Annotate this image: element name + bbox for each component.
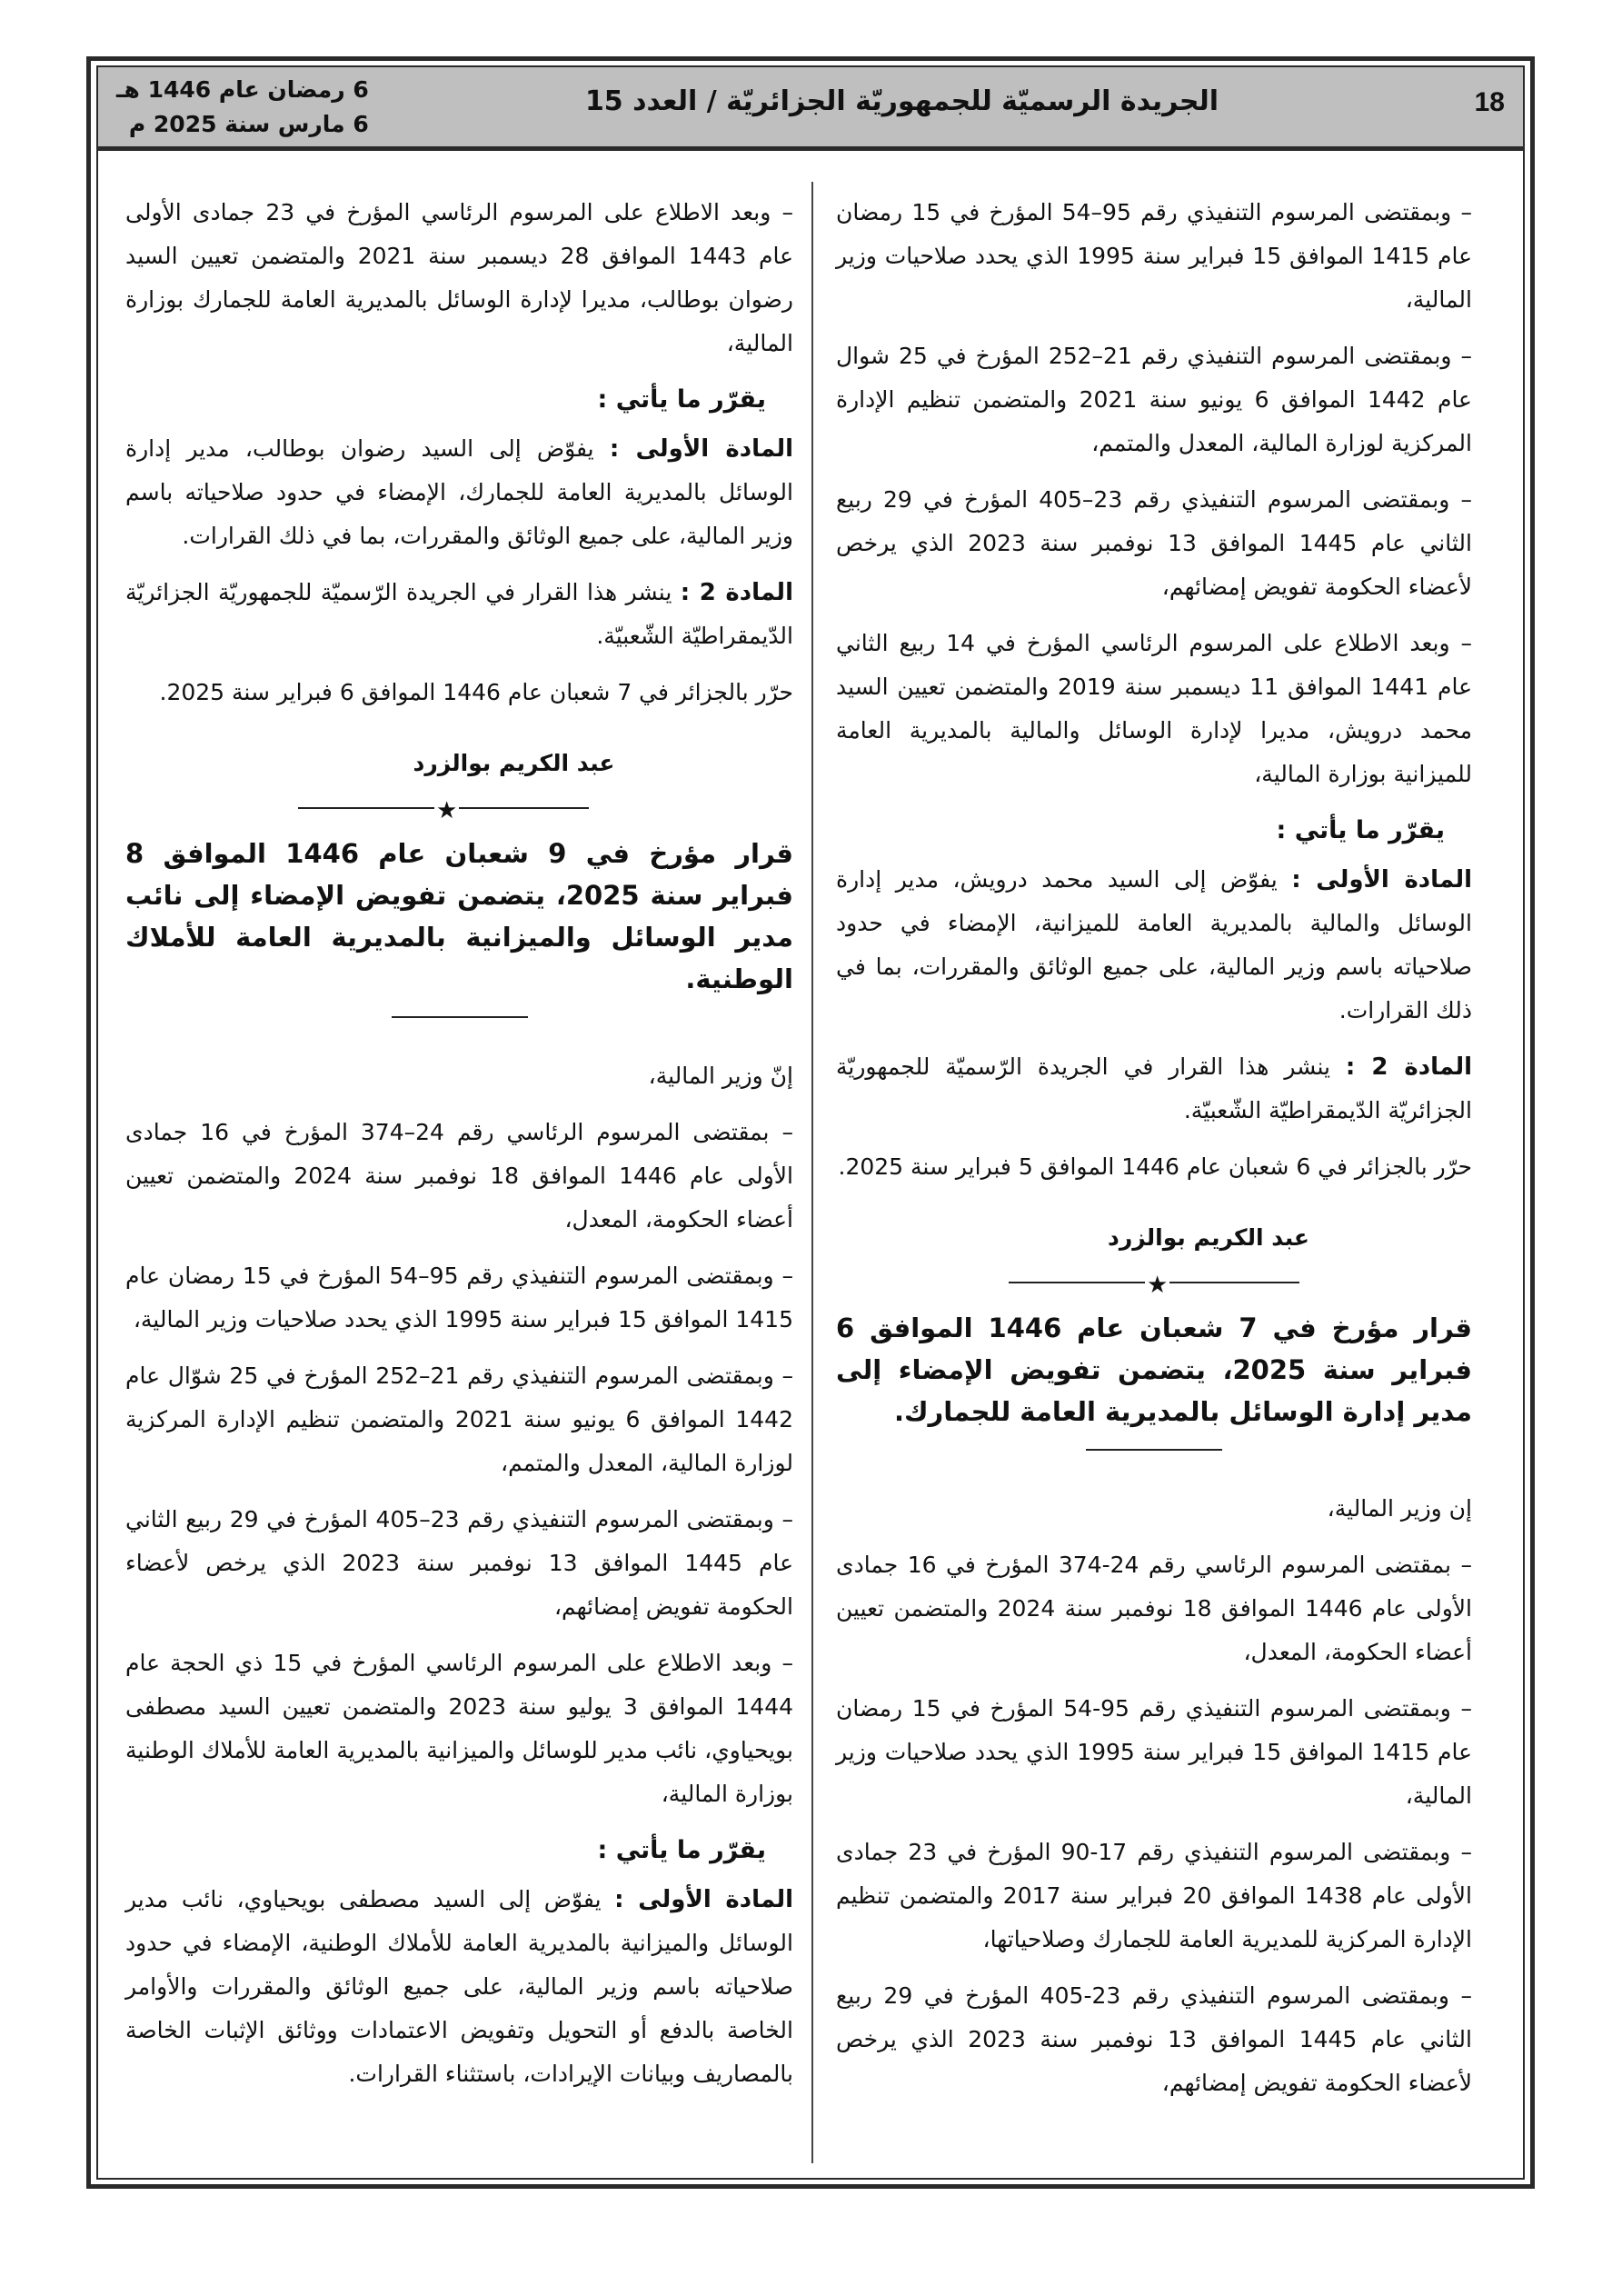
article-label: المادة 2 :	[680, 579, 793, 606]
decree-title: قرار مؤرخ في 9 شعبان عام 1446 الموافق 8 فبراير سنة 2025، يتضمن تفويض الإمضاء إلى نائب مدير الوسائل والميزانية بالمديرية العامة للأملاك الوطنية.	[125, 838, 794, 994]
decision-heading: يقرّر ما يأتي :	[597, 385, 766, 414]
paragraph: – وبعد الاطلاع على المرسوم الرئاسي المؤرخ في 23 جمادى الأولى عام 1443 الموافق 28 ديسمبر سنة 2021 والمتضمن تعيين السيد رضوان بوطالب، مديرا لإدارة الوسائل بالمديرية العامة للجمارك بوزارة المالية،	[125, 199, 794, 356]
article	[836, 1045, 1472, 1133]
article-text: يفوّض إلى السيد محمد درويش، مدير إدارة الوسائل والمالية بالمديرية العامة للميزانية، الإمضاء في حدود صلاحياته باسم وزير المالية، على جميع الوثائق والمقررات، بما في ذلك القرارات.	[836, 866, 1472, 1023]
paragraph: حرّر بالجزائر في 7 شعبان عام 1446 الموافق 6 فبراير سنة 2025.	[159, 679, 793, 705]
column-divider	[811, 182, 813, 2163]
right-column	[836, 191, 1472, 2118]
journal-title: الجريدة الرسميّة للجمهوريّة الجزائريّة / العدد 15	[584, 85, 1219, 117]
paragraph: – وبمقتضى المرسوم التنفيذي رقم 23–405 المؤرخ في 29 ربيع الثاني عام 1445 الموافق 13 نوفمبر سنة 2023 الذي يرخص لأعضاء الحكومة تفويض إمضائهم،	[836, 486, 1472, 600]
article	[836, 858, 1472, 1033]
paragraph: – وبعد الاطلاع على المرسوم الرئاسي المؤرخ في 15 ذي الحجة عام 1444 الموافق 3 يوليو سنة 2023 والمتضمن تعيين السيد مصطفى بويحياوي، نائب مدير للوسائل والميزانية بالمديرية العامة للأملاك الوطنية بوزارة المالية،	[125, 1650, 794, 1807]
decision-heading: يقرّر ما يأتي :	[597, 1836, 766, 1864]
paragraph: – بمقتضى المرسوم الرئاسي رقم 24–374 المؤرخ في 16 جمادى الأولى عام 1446 الموافق 18 نوفمبر سنة 2024 والمتضمن تعيين أعضاء الحكومة، المعدل،	[125, 1119, 793, 1233]
issue-date	[116, 73, 369, 142]
article-text: يفوّض إلى السيد مصطفى بويحياوي، نائب مدير الوسائل والميزانية بالمديرية العامة للأملاك الوطنية، الإمضاء في حدود صلاحياته باسم وزير المالية، على جميع الوثائق والمقررات والأوامر الخاصة بالدفع أو التحويل وتفويض الاعتمادات ووثائق الإثبات الخاصة بالمصاريف وبيانات الإيرادات، باستثناء القرارات.	[125, 1886, 793, 2087]
paragraph: – وبمقتضى المرسوم التنفيذي رقم 17-90 المؤرخ في 23 جمادى الأولى عام 1438 الموافق 20 فبراير سنة 2017 والمتضمن تنظيم الإدارة المركزية للمديرية العامة للجمارك وصلاحياتها،	[836, 1839, 1472, 1952]
paragraph: – وبمقتضى المرسوم التنفيذي رقم 95-54 المؤرخ في 15 رمضان عام 1415 الموافق 15 فبراير سنة 1995 الذي يحدد صلاحيات وزير المالية،	[836, 1695, 1472, 1809]
paragraph: – وبمقتضى المرسوم التنفيذي رقم 21–252 المؤرخ في 25 شوال عام 1442 الموافق 6 يونيو سنة 2021 والمتضمن تنظيم الإدارة المركزية لوزارة المالية، المعدل والمتمم،	[836, 343, 1472, 456]
signature: عبد الكريم بوالزرد	[413, 750, 615, 776]
paragraph: – وبمقتضى المرسوم التنفيذي رقم 95–54 المؤرخ في 15 رمضان عام 1415 الموافق 15 فبراير سنة 1995 الذي يحدد صلاحيات وزير المالية،	[125, 1263, 793, 1333]
short-rule	[392, 1016, 528, 1018]
date-gregorian: 6 مارس سنة 2025 م	[128, 111, 369, 137]
article-text: ينشر هذا القرار في الجريدة الرّسميّة للجمهوريّة الجزائريّة الدّيمقراطيّة الشّعبيّة.	[125, 579, 793, 649]
paragraph: – بمقتضى المرسوم الرئاسي رقم 24-374 المؤرخ في 16 جمادى الأولى عام 1446 الموافق 18 نوفمبر سنة 2024 والمتضمن تعيين أعضاء الحكومة، المعدل،	[836, 1552, 1473, 1665]
star-separator	[125, 794, 793, 822]
article	[125, 571, 793, 658]
paragraph: إنّ وزير المالية،	[648, 1063, 793, 1089]
page-header	[98, 67, 1523, 151]
paragraph: – وبعد الاطلاع على المرسوم الرئاسي المؤرخ في 14 ربيع الثاني عام 1441 الموافق 11 ديسمبر سنة 2019 والمتضمن تعيين السيد محمد درويش، مديرا لإدارة الوسائل والمالية بالمديرية العامة للميزانية بوزارة المالية،	[836, 630, 1472, 787]
star-icon: ★	[434, 789, 459, 833]
article-text: يفوّض إلى السيد رضوان بوطالب، مدير إدارة الوسائل بالمديرية العامة للجمارك، الإمضاء في حدود صلاحياته باسم وزير المالية، على جميع الوثائق والمقررات، بما في ذلك القرارات.	[125, 435, 793, 549]
article-label: المادة الأولى :	[1291, 866, 1473, 893]
article-label: المادة الأولى :	[609, 435, 793, 463]
paragraph: إن وزير المالية،	[1327, 1495, 1472, 1522]
paragraph: – وبمقتضى المرسوم التنفيذي رقم 21–252 المؤرخ في 25 شوّال عام 1442 الموافق 6 يونيو سنة 2021 والمتضمن تنظيم الإدارة المركزية لوزارة المالية، المعدل والمتمم،	[125, 1363, 793, 1476]
article	[125, 1878, 793, 2096]
left-column	[125, 191, 793, 2109]
article-label: المادة الأولى :	[614, 1886, 793, 1913]
star-icon: ★	[1145, 1263, 1169, 1307]
article-label: المادة 2 :	[1345, 1053, 1472, 1081]
decision-heading: يقرّر ما يأتي :	[1276, 816, 1445, 844]
paragraph: – وبمقتضى المرسوم التنفيذي رقم 23-405 المؤرخ في 29 ربيع الثاني عام 1445 الموافق 13 نوفمبر سنة 2023 الذي يرخص لأعضاء الحكومة تفويض إمضائهم،	[836, 1982, 1472, 2096]
date-hijri: 6 رمضان عام 1446 هـ	[116, 76, 369, 103]
article-text: ينشر هذا القرار في الجريدة الرّسميّة للجمهوريّة الجزائريّة الدّيمقراطيّة الشّعبيّة.	[836, 1053, 1472, 1123]
page-number: 18	[1474, 87, 1505, 117]
star-separator	[836, 1269, 1472, 1299]
short-rule	[1086, 1449, 1222, 1451]
signature: عبد الكريم بوالزرد	[1108, 1224, 1309, 1251]
paragraph: – وبمقتضى المرسوم التنفيذي رقم 23–405 المؤرخ في 29 ربيع الثاني عام 1445 الموافق 13 نوفمبر سنة 2023 الذي يرخص لأعضاء الحكومة تفويض إمضائهم،	[125, 1506, 793, 1620]
article	[125, 427, 793, 558]
decree-title: قرار مؤرخ في 7 شعبان عام 1446 الموافق 6 فبراير سنة 2025، يتضمن تفويض الإمضاء إلى مدير إدارة الوسائل بالمديرية العامة للجمارك.	[836, 1313, 1473, 1427]
paragraph: حرّر بالجزائر في 6 شعبان عام 1446 الموافق 5 فبراير سنة 2025.	[838, 1153, 1472, 1180]
paragraph: – وبمقتضى المرسوم التنفيذي رقم 95–54 المؤرخ في 15 رمضان عام 1415 الموافق 15 فبراير سنة 1995 الذي يحدد صلاحيات وزير المالية،	[836, 199, 1472, 313]
